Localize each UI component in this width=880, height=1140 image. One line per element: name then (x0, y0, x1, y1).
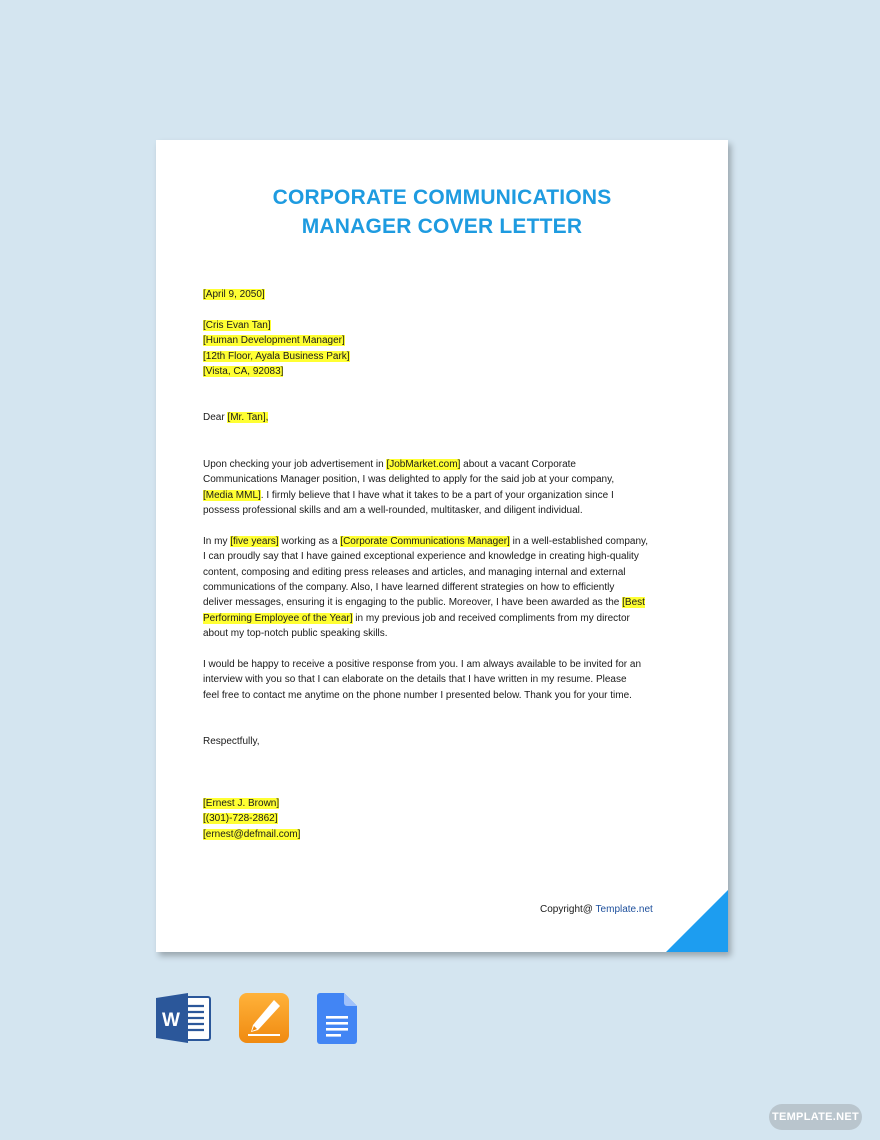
date-field: [April 9, 2050] (203, 289, 265, 300)
job-board-field: [JobMarket.com] (386, 458, 461, 470)
job-title-field: [Corporate Communications Manager] (340, 535, 510, 547)
template-net-watermark: TEMPLATE.NET (769, 1104, 862, 1130)
salutation: Dear [Mr. Tan], (203, 412, 269, 424)
company-field: [Media MML] (203, 489, 261, 501)
recipient-name: [Cris Evan Tan] (203, 319, 271, 331)
paragraph-3: I would be happy to receive a positive response from you. I am always available to be invited for an interview with you so that I can elaborate on the details that I have written in my resume. Please feel free to contact me anytime on the phone number I presented below. Thank you for your time. (203, 659, 642, 701)
closing: Respectfully, (203, 736, 260, 748)
pages-icon[interactable] (238, 992, 292, 1046)
paragraph-2: In my [five years] working as a [Corporate Communications Manager] in a well-established company, I can proudly say that I have gained exceptional experience and knowledge in creating high-quality content, composing and editing press releases and articles, and managing internal and external communications of the company. Also, I have learned different strategies on how to efficiently deliver messages, ensuring it is engaging to the public. Moreover, I have been awarded as the [Best Performing Employee of the Year] in my previous job and received compliments from my director about my top-notch public speaking skills. (203, 535, 649, 640)
award-field-end: Performing Employee of the Year] (203, 612, 353, 624)
signature-block (203, 796, 668, 842)
years-field: [five years] (230, 535, 279, 547)
recipient-block (203, 318, 668, 380)
letter-body (203, 287, 668, 842)
award-field-start: [Best (622, 597, 645, 609)
letter-page (156, 140, 728, 952)
copyright-notice: Copyright@ Template.net (540, 904, 653, 915)
document-title (156, 183, 728, 241)
svg-text:W: W (162, 1010, 180, 1031)
google-docs-icon[interactable] (316, 992, 360, 1046)
title-line-2: MANAGER COVER LETTER (301, 215, 583, 238)
recipient-address-1: [12th Floor, Ayala Business Park] (203, 350, 350, 362)
signature-phone: [(301)-728-2862] (203, 813, 278, 825)
signature-name: [Ernest J. Brown] (203, 797, 280, 809)
title-line-1: CORPORATE COMMUNICATIONS (272, 186, 612, 209)
salutation-name: [Mr. Tan], (227, 412, 269, 424)
recipient-address-2: [Vista, CA, 92083] (203, 366, 284, 378)
recipient-position: [Human Development Manager] (203, 335, 345, 347)
copyright-brand: Template.net (595, 904, 653, 915)
paragraph-1: Upon checking your job advertisement in [JobMarket.com] about a vacant Corporate Communications Manager position, I was delighted to apply for the said job at your company, [Media MML]. I firmly believe that I have what it takes to be a part of your organization since I possess professional skills and am a well-rounded, multitasker, and diligent individual. (203, 458, 615, 517)
page-corner-decoration (666, 890, 728, 952)
signature-email: [ernest@defmail.com] (203, 828, 301, 840)
word-icon[interactable] (156, 992, 212, 1044)
